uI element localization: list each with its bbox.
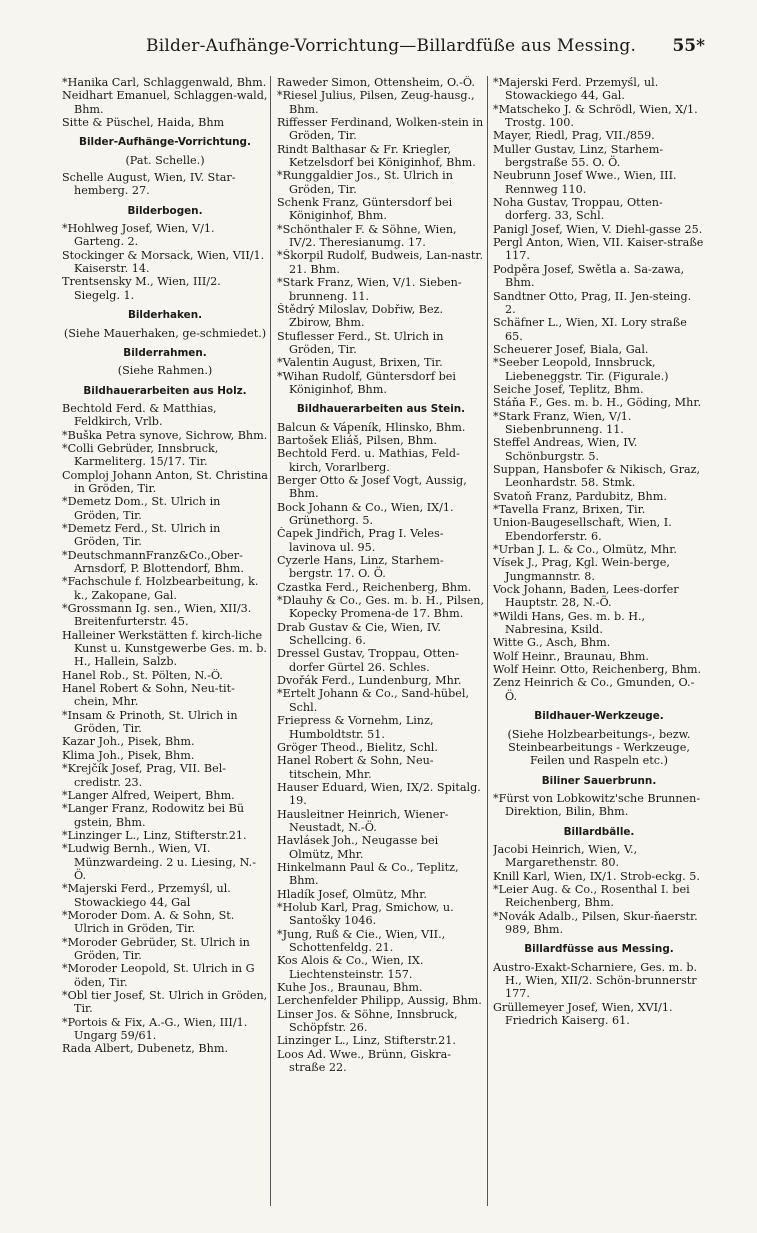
directory-entry: *Portois & Fix, A.-G., Wien, III/1. Ungarg 59/61. xyxy=(62,1015,248,1043)
directory-entry: Mayer, Riedl, Prag, VII./859. xyxy=(493,129,655,143)
directory-entry: Schäfner L., Wien, XI. Lory straße 65. xyxy=(493,316,687,343)
directory-entry: Stáňa F., Ges. m. b. H., Göding, Mhr. xyxy=(493,396,702,410)
directory-entry: *Urban J. L. & Co., Olmütz, Mhr. xyxy=(493,543,677,557)
column-rule-right xyxy=(487,76,488,1206)
directory-entry: *Moroder Gebrüder, St. Ulrich in Gröden, Tir. xyxy=(62,935,250,962)
directory-entry: Panigl Josef, Wien, V. Diehl-gasse 25. xyxy=(493,222,703,236)
directory-entry: *Langer Alfred, Weipert, Bhm. xyxy=(62,788,235,802)
directory-entry: *Runggaldier Jos., St. Ulrich in Gröden, Tir. xyxy=(277,169,453,196)
directory-entry: Drab Gustav & Cie, Wien, IV. Schellcing. 6. xyxy=(277,620,441,648)
see-also-note: (Siehe Holzbearbeitungs-, bezw. Steinbearbeitungs - Werkzeuge, Feilen und Raspeln etc.) xyxy=(507,727,691,768)
directory-entry: *Fürst von Lobkowitz'sche Brunnen-Direktion, Bilin, Bhm. xyxy=(493,791,701,819)
directory-entry: Trentsensky M., Wien, III/2. Siegelg. 1. xyxy=(62,275,221,302)
running-header xyxy=(60,36,705,64)
directory-entry: *Demetz Dom., St. Ulrich in Gröden, Tir. xyxy=(62,495,221,522)
directory-entry: Svatoň Franz, Pardubitz, Bhm. xyxy=(493,489,667,503)
directory-entry: Bartošek Eliáš, Pilsen, Bhm. xyxy=(277,433,437,447)
directory-entry: Grüllemeyer Josef, Wien, XVI/1. Friedrich Kaiserg. 61. xyxy=(493,1000,673,1028)
directory-entry: Cyzerle Hans, Linz, Starhem-bergstr. 17. O. Ö. xyxy=(277,554,444,581)
directory-entry: Comploj Johann Anton, St. Christina in Gröden, Tir. xyxy=(62,468,268,495)
directory-entry: *Linzinger L., Linz, Stifterstr.21. xyxy=(62,828,247,842)
directory-entry: Zenz Heinrich & Co., Gmunden, O.-Ö. xyxy=(493,676,695,703)
directory-entry: Neubrunn Josef Wwe., Wien, III. Rennweg 110. xyxy=(493,169,677,196)
directory-entry: *Krejčík Josef, Prag, VII. Bel-credistr. 23. xyxy=(62,762,227,789)
page-number: 55* xyxy=(672,36,705,56)
directory-entry: Loos Ad. Wwe., Brünn, Giskra-straße 22. xyxy=(277,1047,452,1075)
directory-entry: *Valentin August, Brixen, Tir. xyxy=(277,356,443,370)
directory-entry: Berger Otto & Josef Vogt, Aussig, Bhm. xyxy=(277,473,467,501)
directory-entry: Bock Johann & Co., Wien, IX/1. Grünethorg. 5. xyxy=(277,500,454,527)
directory-entry: Linser Jos. & Söhne, Innsbruck, Schöpfstr. 26. xyxy=(277,1007,458,1035)
directory-entry: Friepress & Vornehm, Linz, Humboldtstr. 51. xyxy=(277,714,434,741)
directory-entry: Schenk Franz, Güntersdorf bei Königinhof, Bhm. xyxy=(277,196,453,223)
directory-entry: Seiche Josef, Teplitz, Bhm. xyxy=(493,382,644,396)
directory-entry: *Buška Petra synove, Sichrow, Bhm. xyxy=(62,428,268,442)
directory-entry: Lerchenfelder Philipp, Aussig, Bhm. xyxy=(277,994,482,1008)
directory-entry: Riffesser Ferdinand, Wolken-stein in Gröden, Tir. xyxy=(277,116,484,143)
directory-entry: *Demetz Ferd., St. Ulrich in Gröden, Tir. xyxy=(62,521,221,549)
directory-entry: *Jung, Ruß & Cie., Wien, VII., Schottenfeldg. 21. xyxy=(277,927,446,954)
directory-entry: *Seeber Leopold, Innsbruck, Liebeneggstr. Tir. (Figurale.) xyxy=(493,356,669,383)
see-also-note: (Siehe Rahmen.) xyxy=(117,364,213,378)
section-heading: Bildhauerarbeiten aus Holz. xyxy=(83,384,247,397)
directory-entry: Hauser Eduard, Wien, IX/2. Spitalg. 19. xyxy=(277,780,481,808)
directory-entry: Dressel Gustav, Troppau, Otten-dorfer Gürtel 26. Schles. xyxy=(277,647,459,674)
directory-entry: Stockinger & Morsack, Wien, VII/1. Kaiserstr. 14. xyxy=(62,248,265,276)
directory-entry: *Majerski Ferd., Przemyśl, ul. Stowackiego 44, Gal xyxy=(62,882,231,909)
directory-entry: Dvořák Ferd., Lundenburg, Mhr. xyxy=(277,674,462,688)
directory-entry: Pergl Anton, Wien, VII. Kaiser-straße 117. xyxy=(493,236,704,263)
directory-entry: *Riesel Julius, Pilsen, Zeug-hausg., Bhm. xyxy=(277,89,475,116)
directory-entry: *Majerski Ferd. Przemyśl, ul. Stowackiego 44, Gal. xyxy=(493,76,659,103)
directory-entry: Hladík Josef, Olmütz, Mhr. xyxy=(277,887,427,901)
directory-entry: Sandtner Otto, Prag, II. Jen-steing. 2. xyxy=(493,289,692,316)
column-rule-left xyxy=(270,76,271,1206)
directory-entry: Halleiner Werkstätten f. kirch-liche Kunst u. Kunstgewerbe Ges. m. b. H., Hallein, Salzb. xyxy=(62,628,267,669)
directory-entry: *Insam & Prinoth, St. Ulrich in Gröden, Tir. xyxy=(62,708,238,736)
directory-entry: *Obl tier Josef, St. Ulrich in Gröden, Tir. xyxy=(62,989,268,1016)
directory-entry: Rindt Balthasar & Fr. Kriegler, Ketzelsdorf bei Königinhof, Bhm. xyxy=(277,142,476,170)
directory-entry: *Stark Franz, Wien, V/1. Siebenbrunneng. 11. xyxy=(493,409,632,436)
directory-entry: Podpěra Josef, Swětla a. Sa-zawa, Bhm. xyxy=(493,262,685,290)
directory-entry: Czastka Ferd., Reichenberg, Bhm. xyxy=(277,580,472,594)
section-heading: Bilderrahmen. xyxy=(123,346,207,359)
directory-entry: Knill Karl, Wien, IX/1. Strob-eckg. 5. xyxy=(493,869,700,883)
directory-entry: Steffel Andreas, Wien, IV. Schönburgstr. 5. xyxy=(493,436,638,463)
section-heading: Billardfüsse aus Messing. xyxy=(524,943,674,956)
directory-entry: Wolf Heinr., Braunau, Bhm. xyxy=(493,649,649,663)
directory-entry: *Škorpil Rudolf, Budweis, Lan-nastr. 21. Bhm. xyxy=(277,249,484,276)
directory-entry: *Fachschule f. Holzbearbeitung, k. k., Zakopane, Gal. xyxy=(62,575,259,602)
directory-entry: Bechtold Ferd. & Matthias, Feldkirch, Vrlb. xyxy=(62,401,217,429)
section-heading: Bilderbogen. xyxy=(127,204,203,217)
directory-entry: *Schönthaler F. & Söhne, Wien, IV/2. Theresianumg. 17. xyxy=(277,222,457,250)
directory-entry: Kuhe Jos., Braunau, Bhm. xyxy=(277,981,423,995)
directory-entry: Neidhart Emanuel, Schlaggen-wald, Bhm. xyxy=(62,89,268,116)
directory-entry: *Ertelt Johann & Co., Sand-hübel, Schl. xyxy=(277,687,470,714)
directory-entry: *Stark Franz, Wien, V/1. Sieben-brunneng. 11. xyxy=(277,276,462,303)
directory-entry: *Moroder Leopold, St. Ulrich in G öden, Tir. xyxy=(62,962,255,989)
directory-entry: *Ludwig Bernh., Wien, VI. Münzwardeing. 2 u. Liesing, N.-Ö. xyxy=(62,842,257,882)
directory-entry: Hanel Robert & Sohn, Neu-titschein, Mhr. xyxy=(277,754,434,781)
directory-entry: *Matscheko J. & Schrödl, Wien, X/1. Trostg. 100. xyxy=(493,102,698,130)
directory-entry: *Moroder Dom. A. & Sohn, St. Ulrich in Gröden, Tir. xyxy=(62,908,235,936)
directory-entry: *Langer Franz, Rodowitz bei Bü gstein, Bhm. xyxy=(62,802,245,829)
directory-entry: Wolf Heinr. Otto, Reichenberg, Bhm. xyxy=(493,663,702,677)
directory-entry: Linzinger L., Linz, Stifterstr.21. xyxy=(277,1034,456,1048)
directory-entry: Noha Gustav, Troppau, Otten-dorferg. 33, Schl. xyxy=(493,196,663,223)
directory-entry: Gröger Theod., Bielitz, Schl. xyxy=(277,740,438,754)
directory-entry: Witte G., Asch, Bhm. xyxy=(493,636,611,650)
directory-entry: Scheuerer Josef, Biala, Gal. xyxy=(493,342,649,356)
directory-entry: *Hohlweg Josef, Wien, V/1. Garteng. 2. xyxy=(62,222,215,249)
column-1 xyxy=(62,76,268,1056)
directory-entry: Bechtold Ferd. u. Mathias, Feld-kirch, Vorarlberg. xyxy=(277,447,460,474)
directory-entry: Sitte & Püschel, Haida, Bhm xyxy=(62,116,225,130)
section-heading: Billardbälle. xyxy=(563,825,635,838)
directory-entry: Hausleitner Heinrich, Wiener-Neustadt, N.-Ö. xyxy=(277,807,449,834)
column-3 xyxy=(493,76,705,1027)
directory-entry: *Holub Karl, Prag, Smichow, u. Santošky 1046. xyxy=(277,900,454,928)
directory-entry: *DeutschmannFranz&Co.,Ober-Arnsdorf, P. Blottendorf, Bhm. xyxy=(62,548,244,575)
directory-entry: Štědrý Miloslav, Dobřiw, Bez. Zbirow, Bhm. xyxy=(277,302,444,330)
directory-entry: Union-Baugesellschaft, Wien, I. Ebendorferstr. 6. xyxy=(493,516,672,543)
directory-entry: *Dlauhy & Co., Ges. m. b. H., Pilsen, Kopecky Promena-de 17. Bhm. xyxy=(277,594,485,621)
directory-entry: Hanel Rob., St. Pölten, N.-Ö. xyxy=(62,668,223,682)
directory-entry: *Leier Aug. & Co., Rosenthal I. bei Reichenberg, Bhm. xyxy=(493,882,690,910)
directory-entry: *Novák Adalb., Pilsen, Skur-ňaerstr. 989, Bhm. xyxy=(493,909,698,936)
section-heading: Bildhauer-Werkzeuge. xyxy=(534,710,664,723)
directory-entry: Vock Johann, Baden, Lees-dorfer Hauptstr. 28, N.-Ö. xyxy=(493,583,679,610)
header-title: Bilder-Aufhänge-Vorrichtung—Billardfüße aus Messing. xyxy=(146,36,637,56)
section-heading: Bildhauerarbeiten aus Stein. xyxy=(296,403,466,416)
directory-entry: Suppan, Hansbofer & Nikisch, Graz, Leonhardstr. 58. Stmk. xyxy=(493,462,701,490)
directory-entry: *Wihan Rudolf, Güntersdorf bei Königinhof, Bhm. xyxy=(277,369,456,396)
directory-entry: Havlásek Joh., Neugasse bei Olmütz, Mhr. xyxy=(277,834,439,861)
section-heading: Bilderhaken. xyxy=(127,309,203,322)
directory-entry: *Wildi Hans, Ges. m. b. H., Nabresina, Ksild. xyxy=(493,609,646,637)
directory-entry: Stuflesser Ferd., St. Ulrich in Gröden, Tir. xyxy=(277,329,444,356)
directory-entry: Vísek J., Prag, Kgl. Wein-berge, Jungmannstr. 8. xyxy=(493,556,670,583)
directory-entry: Hinkelmann Paul & Co., Teplitz, Bhm. xyxy=(277,860,459,888)
directory-entry: Balcun & Vápeník, Hlinsko, Bhm. xyxy=(277,420,466,434)
directory-entry: Muller Gustav, Linz, Starhem-bergstraße 55. O. Ö. xyxy=(493,142,664,170)
section-heading: Bilder-Aufhänge-Vorrichtung. xyxy=(79,136,251,149)
directory-entry: Jacobi Heinrich, Wien, V., Margarethenstr. 80. xyxy=(493,842,638,870)
directory-entry: Austro-Exakt-Scharniere, Ges. m. b. H., Wien, XII/2. Schön-brunnerstr 177. xyxy=(493,960,698,1001)
section-heading: Biliner Sauerbrunn. xyxy=(541,774,657,787)
see-also-note: (Siehe Mauerhaken, ge-schmiedet.) xyxy=(63,326,267,340)
directory-entry: *Grossmann Ig. sen., Wien, XII/3. Breitenfurterstr. 45. xyxy=(62,602,252,629)
directory-entry: Čapek Jindřich, Prag I. Veles-lavinova ul. 95. xyxy=(277,527,444,554)
directory-entry: Schelle August, Wien, IV. Star-hemberg. 27. xyxy=(62,171,236,198)
directory-entry: *Tavella Franz, Brixen, Tir. xyxy=(493,503,646,516)
directory-entry: Raweder Simon, Ottensheim, O.-Ö. xyxy=(277,76,475,89)
directory-entry: *Hanika Carl, Schlaggenwald, Bhm. xyxy=(62,76,267,89)
directory-entry: Klima Joh., Pisek, Bhm. xyxy=(62,748,195,762)
directory-entry: Rada Albert, Dubenetz, Bhm. xyxy=(62,1042,229,1056)
directory-entry: Kazar Joh., Pisek, Bhm. xyxy=(62,735,195,749)
see-also-note: (Pat. Schelle.) xyxy=(125,153,205,167)
directory-entry: Kos Alois & Co., Wien, IX. Liechtensteinstr. 157. xyxy=(277,954,424,981)
directory-entry: Hanel Robert & Sohn, Neu-tit-chein, Mhr. xyxy=(62,682,235,709)
column-2 xyxy=(277,76,485,1074)
directory-entry: *Colli Gebrüder, Innsbruck, Karmeliterg. 15/17. Tir. xyxy=(62,441,219,469)
